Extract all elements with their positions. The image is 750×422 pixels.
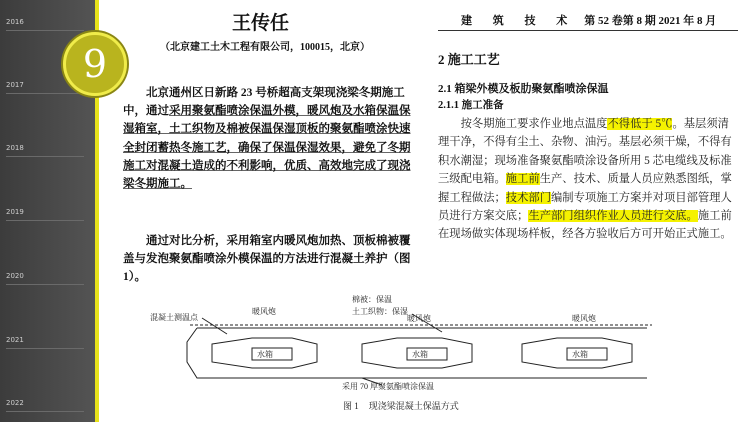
author-affiliation: （北京建工土木工程有限公司，100015，北京） — [160, 42, 370, 53]
highlighted-text: 不得低于 5℃ — [607, 118, 673, 130]
journal-header — [461, 12, 716, 28]
header-divider — [438, 30, 738, 31]
label-water-tank: 水箱 — [257, 350, 273, 359]
subsection-heading: 2.1 箱梁外模及板肋聚氨酯喷涂保温 — [438, 83, 609, 95]
body-text: 编制专项施工方案并对项目部管理人员进行方案交底； — [438, 191, 732, 223]
method-paragraph: 通过对比分析，采用箱室内暖风炮加热、顶板棉被覆盖与发泡聚氨酯喷涂外模保温的方法进行混凝土养护（图 1）。 — [123, 235, 411, 284]
author-name: 王传任 — [232, 13, 290, 34]
journal-issue: 第 52 卷第 8 期 2021 年 8 月 — [584, 15, 717, 27]
label-water-tank: 水箱 — [412, 350, 428, 359]
timeline-year[interactable]: 2021 — [6, 336, 24, 344]
timeline-year[interactable]: 2020 — [6, 272, 24, 280]
label-water-tank: 水箱 — [572, 350, 588, 359]
highlighted-text: 施工前 — [505, 173, 540, 186]
label-heater: 暖风炮 — [572, 314, 596, 323]
abstract-text-a: 北京通州区日新路 23 号桥超高支架现浇梁冬期施工中，通过 — [123, 87, 405, 118]
timeline-year[interactable]: 2018 — [6, 144, 24, 152]
figure-caption — [343, 399, 469, 412]
label-heater: 暖风炮 — [252, 307, 276, 316]
timeline-year[interactable]: 2017 — [6, 81, 24, 89]
label-heater: 暖风炮 — [407, 314, 431, 323]
body-text: 。基层须清理干净，不得有尘土、杂物、油污。基层必须干燥，不得有积水潮湿；现场准备聚氨酯喷涂设备所用 5 芯电缆线及标准三级配电箱。 — [438, 118, 732, 186]
body-text: 施工前在现场做实体现场样板，经各方验收后方可开始正式施工。 — [438, 210, 732, 241]
body-text: 按冬期施工要求作业地点温度 — [460, 118, 608, 130]
subsubsection-heading: 2.1.1 施工准备 — [438, 100, 504, 111]
highlighted-text: 生产部门组织作业人员进行交底。 — [528, 210, 698, 223]
label-measure-point: 混凝土测温点 — [150, 313, 198, 322]
leader-line — [202, 318, 227, 334]
timeline-year[interactable]: 2016 — [6, 18, 24, 26]
journal-name: 建 筑 技 术 — [461, 15, 577, 27]
section-heading: 2 施工工艺 — [438, 52, 500, 67]
label-geotextile: 土工织物：保湿 — [352, 307, 408, 316]
highlighted-text: 技术部门 — [505, 191, 551, 204]
timeline-year[interactable]: 2022 — [6, 399, 24, 407]
insulation-diagram — [142, 290, 662, 390]
preparation-paragraph — [438, 115, 738, 244]
slide-number-badge: 9 — [63, 32, 127, 96]
timeline-year[interactable]: 2019 — [6, 208, 24, 216]
abstract-text-b: 采用聚氨酯喷涂保温外模，暖风炮及水箱保温保湿箱室，土工织物及棉被保温保湿顶板的聚氨酯喷涂快速全封闭蓄热冬施工艺，确保了保温保湿效果，避免了冬期施工对混凝土造成的不利影响，优质、高效地完成了现浇梁冬期施工。 — [123, 105, 411, 191]
abstract-paragraph — [123, 84, 413, 193]
label-blanket: 棉被：保温 — [352, 295, 392, 304]
label-outer-mold: 采用 70 厚聚氨酯喷涂保温 — [342, 382, 434, 390]
body-text: 生产、技术、质量人员应熟悉图纸，掌握工程做法； — [438, 173, 732, 204]
figure-caption-text: 现浇梁混凝土保温方式 — [368, 401, 459, 411]
figure-caption-number: 图 1 — [343, 401, 359, 411]
